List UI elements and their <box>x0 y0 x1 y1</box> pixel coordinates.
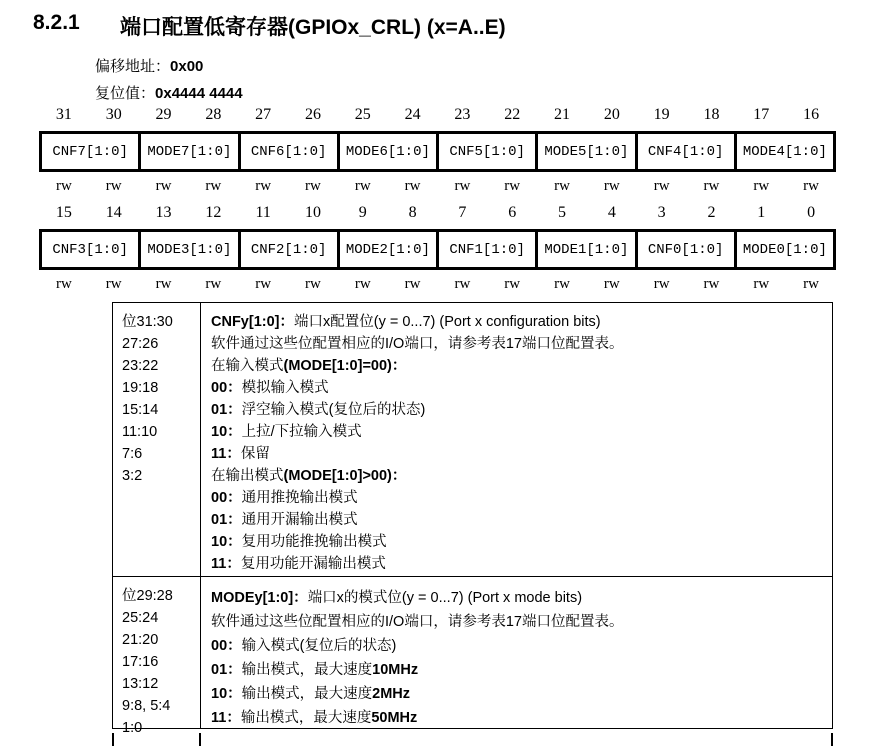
bit-number: 3 <box>657 204 666 221</box>
bit-field-cell: MODE2[1:0] <box>337 232 436 267</box>
access-type-label: rw <box>55 276 72 292</box>
bit-field-cell: MODE4[1:0] <box>734 134 833 169</box>
access-type-label: rw <box>354 178 371 194</box>
bit-field-cell: CNF0[1:0] <box>635 232 734 267</box>
bit-number: 20 <box>603 106 620 123</box>
description-line <box>211 487 832 509</box>
access-type-label: rw <box>653 178 670 194</box>
description-emphasis: 10： <box>211 686 242 702</box>
access-type-label: rw <box>803 276 819 292</box>
description-line <box>211 658 832 682</box>
bit-range: 位31:30 <box>122 314 173 330</box>
table-continuation-line <box>112 733 114 746</box>
description-emphasis: 01： <box>211 402 242 418</box>
bit-range: 15:14 <box>122 402 159 418</box>
bit-number: 19 <box>653 106 670 123</box>
bit-number: 23 <box>454 106 471 123</box>
description-emphasis: 00： <box>211 380 242 396</box>
access-type-label: rw <box>105 178 122 194</box>
table-continuation-line <box>831 733 833 746</box>
description-text: 模拟输入模式 <box>241 380 329 396</box>
access-type-label: rw <box>105 276 122 292</box>
access-type-label: rw <box>205 276 222 292</box>
offset-address-label: 偏移地址： <box>95 58 171 75</box>
description-emphasis: 01： <box>211 662 242 678</box>
bit-number: 7 <box>458 204 467 221</box>
bit-range: 3:2 <box>122 468 143 484</box>
bit-number: 27 <box>255 106 272 123</box>
description-line <box>211 634 832 658</box>
field-description-body <box>201 577 832 728</box>
bit-numbers-row <box>39 102 836 128</box>
register-bitmap-low <box>39 200 836 294</box>
description-text: 保留 <box>240 446 270 462</box>
description-emphasis: (MODE[1:0]=00)： <box>283 358 407 374</box>
access-type-label: rw <box>603 276 620 292</box>
bit-number: 16 <box>803 106 820 123</box>
bit-field-cell: MODE1[1:0] <box>535 232 634 267</box>
bit-number: 21 <box>554 106 571 123</box>
bit-range: 1:0 <box>122 720 143 736</box>
access-type-label: rw <box>404 276 421 292</box>
offset-address-line <box>95 53 243 80</box>
page-title: 端口配置低寄存器(GPIOx_CRL) (x=A..E) <box>120 16 506 39</box>
bit-number: 6 <box>508 204 517 221</box>
bit-ranges-column <box>113 303 201 576</box>
access-type-label: rw <box>255 178 272 194</box>
description-line <box>211 509 832 531</box>
description-text: 上拉/下拉输入模式 <box>241 424 362 440</box>
description-text: 端口x配置位(y = 0...7) (Port x configuration bits) <box>293 314 601 330</box>
bit-number: 25 <box>354 106 371 123</box>
bit-field-cell: CNF4[1:0] <box>635 134 734 169</box>
access-types-row <box>39 178 836 196</box>
bit-number: 11 <box>255 204 271 221</box>
bit-field-cell: MODE0[1:0] <box>734 232 833 267</box>
description-line <box>211 311 832 333</box>
bit-range: 13:12 <box>122 676 159 692</box>
description-line <box>211 706 832 730</box>
description-text: 端口x的模式位(y = 0...7) (Port x mode bits) <box>307 590 583 606</box>
access-type-label: rw <box>554 276 570 292</box>
bit-range: 25:24 <box>122 610 159 626</box>
bit-numbers-row <box>39 200 836 226</box>
description-text: 复用功能开漏输出模式 <box>240 556 386 572</box>
description-text: 复用功能推挽输出模式 <box>241 534 387 550</box>
access-type-label: rw <box>504 276 521 292</box>
description-emphasis: 10MHz <box>372 662 419 678</box>
description-line <box>211 355 832 377</box>
description-line <box>211 421 832 443</box>
description-line <box>211 377 832 399</box>
field-description-body <box>201 303 832 576</box>
description-emphasis: 11： <box>211 556 241 572</box>
field-description-row-cnf <box>113 303 832 576</box>
description-emphasis: 10： <box>211 534 242 550</box>
description-line <box>211 443 832 465</box>
description-emphasis: 00： <box>211 490 242 506</box>
description-line <box>211 399 832 421</box>
description-line <box>211 531 832 553</box>
bit-number: 29 <box>155 106 172 123</box>
description-text: 通用开漏输出模式 <box>241 512 358 528</box>
description-emphasis: 50MHz <box>371 710 418 726</box>
access-type-label: rw <box>155 178 172 194</box>
bit-fields-row <box>39 229 836 270</box>
bit-number: 0 <box>807 204 816 221</box>
access-type-label: rw <box>404 178 421 194</box>
bit-number: 28 <box>205 106 222 123</box>
description-line <box>211 610 832 634</box>
access-type-label: rw <box>603 178 620 194</box>
bit-number: 4 <box>607 204 616 221</box>
bit-number: 31 <box>55 106 72 123</box>
description-emphasis: CNFy[1:0]： <box>211 314 294 330</box>
description-emphasis: 10： <box>211 424 242 440</box>
bit-number: 26 <box>304 106 321 123</box>
bit-number: 2 <box>707 204 716 221</box>
access-type-label: rw <box>803 178 819 194</box>
bit-range: 17:16 <box>122 654 159 670</box>
access-type-label: rw <box>305 276 321 292</box>
description-line <box>211 465 832 487</box>
bit-number: 24 <box>404 106 421 123</box>
description-emphasis: 00： <box>211 638 242 654</box>
register-meta <box>95 53 243 107</box>
access-type-label: rw <box>205 178 222 194</box>
bit-number: 14 <box>105 204 122 221</box>
bit-field-cell: MODE5[1:0] <box>535 134 634 169</box>
description-emphasis: (MODE[1:0]>00)： <box>283 468 407 484</box>
description-line <box>211 333 832 355</box>
access-type-label: rw <box>703 178 720 194</box>
bit-number: 13 <box>155 204 172 221</box>
bit-number: 18 <box>703 106 720 123</box>
register-bitmap-high <box>39 102 836 196</box>
description-emphasis: 2MHz <box>372 686 411 702</box>
access-type-label: rw <box>305 178 321 194</box>
bit-field-cell: CNF3[1:0] <box>52 241 128 258</box>
bit-field-cell: MODE6[1:0] <box>337 134 436 169</box>
access-type-label: rw <box>354 276 371 292</box>
field-description-row-mode <box>113 576 832 736</box>
description-text: 输出模式，最大速度 <box>241 662 373 678</box>
bit-field-cell: MODE3[1:0] <box>138 232 237 267</box>
table-continuation-line <box>199 733 201 746</box>
access-type-label: rw <box>753 178 770 194</box>
bit-range: 23:22 <box>122 358 159 374</box>
bit-field-cell: CNF1[1:0] <box>436 232 535 267</box>
access-type-label: rw <box>753 276 770 292</box>
description-text: 输入模式(复位后的状态) <box>241 638 397 654</box>
access-types-row <box>39 276 836 294</box>
field-description-table <box>112 302 833 736</box>
bit-number: 15 <box>55 204 72 221</box>
description-text: 软件通过这些位配置相应的I/O端口，请参考表17端口位配置表。 <box>211 614 624 630</box>
bit-fields-row <box>39 131 836 172</box>
description-emphasis: MODEy[1:0]： <box>211 590 308 606</box>
access-type-label: rw <box>554 178 570 194</box>
description-emphasis: 11： <box>211 446 241 462</box>
bit-number: 9 <box>358 204 367 221</box>
bit-field-cell: CNF5[1:0] <box>436 134 535 169</box>
bit-number: 10 <box>304 204 321 221</box>
access-type-label: rw <box>454 276 471 292</box>
reset-value-value: 0x4444 4444 <box>155 85 243 102</box>
access-type-label: rw <box>155 276 172 292</box>
bit-field-cell: CNF2[1:0] <box>238 232 337 267</box>
description-line <box>211 682 832 706</box>
access-type-label: rw <box>703 276 720 292</box>
bit-range: 11:10 <box>122 424 158 440</box>
description-text: 软件通过这些位配置相应的I/O端口，请参考表17端口位配置表。 <box>211 336 624 352</box>
bit-number: 5 <box>558 204 567 221</box>
description-text: 在输入模式 <box>211 358 284 374</box>
bit-number: 30 <box>105 106 122 123</box>
bit-number: 8 <box>408 204 417 221</box>
access-type-label: rw <box>55 178 72 194</box>
bit-range: 7:6 <box>122 446 143 462</box>
description-emphasis: 01： <box>211 512 242 528</box>
description-text: 在输出模式 <box>211 468 284 484</box>
description-text: 浮空输入模式(复位后的状态) <box>241 402 426 418</box>
bit-range: 9:8, 5:4 <box>122 698 171 714</box>
section-number: 8.2.1 <box>33 11 80 34</box>
bit-range: 27:26 <box>122 336 159 352</box>
bit-field-cell: MODE7[1:0] <box>138 134 237 169</box>
description-emphasis: 11： <box>211 710 241 726</box>
bit-range: 21:20 <box>122 632 159 648</box>
description-text: 通用推挽输出模式 <box>241 490 358 506</box>
bit-range: 位29:28 <box>122 588 173 604</box>
bit-number: 22 <box>504 106 521 123</box>
description-text: 输出模式，最大速度 <box>241 686 373 702</box>
bit-ranges-column <box>113 577 201 736</box>
offset-address-value: 0x00 <box>170 58 204 75</box>
bit-number: 12 <box>205 204 222 221</box>
access-type-label: rw <box>653 276 670 292</box>
bit-field-cell: CNF6[1:0] <box>238 134 337 169</box>
bit-number: 17 <box>753 106 770 123</box>
bit-range: 19:18 <box>122 380 159 396</box>
access-type-label: rw <box>504 178 521 194</box>
description-line <box>211 586 832 610</box>
reset-value-label: 复位值： <box>95 85 156 102</box>
description-line <box>211 553 832 575</box>
bit-number: 1 <box>757 204 766 221</box>
access-type-label: rw <box>454 178 471 194</box>
access-type-label: rw <box>255 276 272 292</box>
description-text: 输出模式，最大速度 <box>240 710 372 726</box>
bit-field-cell: CNF7[1:0] <box>52 143 128 160</box>
